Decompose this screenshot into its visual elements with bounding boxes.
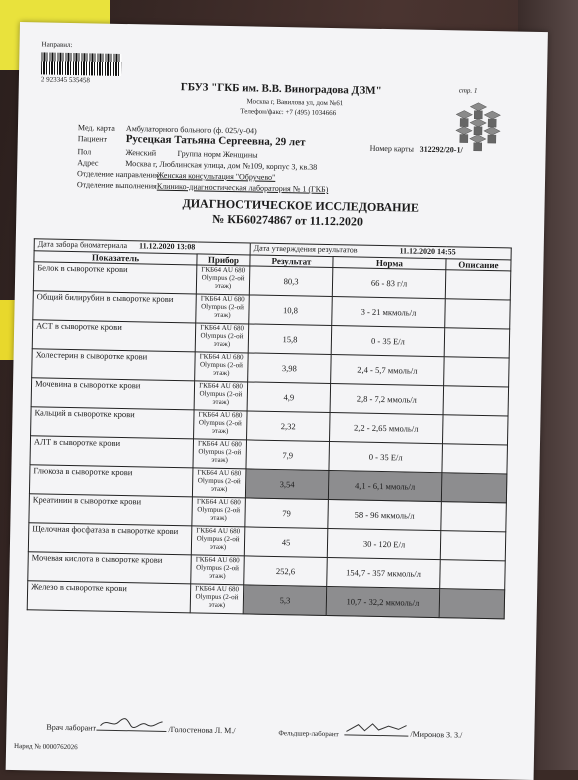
- dept-ref-label: Отделение направления: [77, 169, 159, 180]
- dept-exec-value: Клинико-диагностическая лаборатория № 1 (ГКБ): [156, 181, 329, 194]
- card-number: 312292/20-1/: [419, 144, 463, 155]
- hospital-phone: Телефон/факс: +7 (495) 1034666: [240, 107, 337, 118]
- norm-cell: 2,4 - 5,7 ммоль/л: [331, 355, 445, 386]
- result-cell: 2,32: [247, 411, 331, 442]
- norm-cell: 0 - 35 Е/л: [331, 326, 445, 357]
- norm-cell: 10,7 - 32,2 мкмоль/л: [326, 586, 440, 617]
- result-cell: 10,8: [249, 295, 333, 326]
- indicator-cell: Глюкоза в сыворотке крови: [29, 465, 193, 497]
- indicator-cell: АСТ в сыворотке крови: [32, 320, 196, 352]
- approve-date: 11.12.2020 14:55: [399, 246, 456, 257]
- result-cell: 3,54: [245, 469, 329, 500]
- result-cell: 15,8: [248, 324, 332, 355]
- barcode-number: 2 923345 535458: [40, 75, 90, 85]
- norm-cell: 4,1 - 6,1 ммоль/л: [328, 471, 442, 502]
- results-table: [27, 238, 512, 619]
- col-norm: Норма: [333, 257, 446, 270]
- indicator-cell: Общий билирубин в сыворотке крови: [33, 291, 197, 323]
- description-cell: [445, 270, 511, 300]
- norm-cell: 2,2 - 2,65 ммоль/л: [330, 413, 444, 444]
- report-subtitle: № КБ60274867 от 11.12.2020: [212, 211, 364, 229]
- device-cell: ГКБ64 AU 680 Olympus (2-ой этаж): [194, 410, 248, 440]
- sample-date-label: Дата забора биоматериала: [37, 239, 128, 251]
- indicator-cell: Мочевая кислота в сыворотке крови: [28, 552, 192, 584]
- device-cell: ГКБ64 AU 680 Olympus (2-ой этаж): [193, 439, 247, 469]
- feldsher-name: /Миронов З. З./: [410, 729, 463, 740]
- device-cell: ГКБ64 AU 680 Olympus (2-ой этаж): [191, 555, 245, 585]
- indicator-cell: Креатинин в сыворотке крови: [29, 494, 193, 526]
- indicator-cell: АЛТ в сыворотке крови: [30, 436, 194, 468]
- col-result: Результат: [250, 255, 333, 268]
- description-cell: [443, 386, 509, 416]
- description-cell: [440, 560, 506, 590]
- card-number-label: Номер карты: [369, 143, 415, 154]
- doctor-signature-icon: [96, 716, 166, 731]
- doctor-label: Врач лаборант: [46, 722, 97, 733]
- result-cell: 252,6: [244, 556, 328, 587]
- indicator-cell: Холестерин в сыворотке крови: [32, 349, 196, 381]
- result-cell: 80,3: [249, 266, 333, 297]
- result-cell: 45: [244, 527, 328, 558]
- result-cell: 3,98: [248, 353, 332, 384]
- col-description: Описание: [446, 259, 511, 271]
- result-cell: 5,3: [243, 585, 327, 616]
- indicator-cell: Щелочная фосфатаза в сыворотке крови: [28, 523, 192, 555]
- norm-cell: 58 - 96 мкмоль/л: [328, 500, 442, 531]
- sex-label: Пол: [77, 147, 92, 157]
- device-cell: ГКБ64 AU 680 Olympus (2-ой этаж): [196, 294, 250, 324]
- sample-date: 11.12.2020 13:08: [138, 241, 196, 252]
- col-indicator: Показатель: [34, 251, 197, 265]
- dept-ref-value: Женская консультация "Обручево": [156, 170, 276, 182]
- description-cell: [439, 589, 505, 619]
- card-label: Мед. карта: [77, 123, 115, 133]
- dept-exec-label: Отделение выполнения: [76, 180, 157, 191]
- lab-report-paper: [6, 22, 548, 780]
- indicator-cell: Кальций в сыворотке крови: [31, 407, 195, 439]
- description-cell: [440, 531, 506, 561]
- doctor-signature-line: [96, 716, 166, 732]
- device-cell: ГКБ64 AU 680 Olympus (2-ой этаж): [195, 352, 249, 382]
- address-value: Москва г, Люблинская улица, дом №109, корпус 3, кв.38: [125, 159, 318, 172]
- approve-date-label: Дата утверждения результатов: [253, 243, 358, 255]
- result-cell: 4,9: [247, 382, 331, 413]
- group-value: Группа норм Женщины: [177, 149, 258, 160]
- result-cell: 7,9: [246, 440, 330, 471]
- page-number: стр. 1: [458, 86, 478, 95]
- patient-name: Русецкая Татьяна Сергеевна, 29 лет: [125, 133, 306, 149]
- sex-value: Женский: [125, 148, 157, 158]
- feldsher-label: Фельдшер-лаборант: [278, 729, 339, 739]
- device-cell: ГКБ64 AU 680 Olympus (2-ой этаж): [195, 323, 249, 353]
- device-cell: ГКБ64 AU 680 Olympus (2-ой этаж): [192, 468, 246, 498]
- norm-cell: 0 - 35 Е/л: [329, 442, 443, 473]
- indicator-cell: Мочевина в сыворотке крови: [31, 378, 195, 410]
- description-cell: [444, 357, 510, 387]
- norm-cell: 154,7 - 357 мкмоль/л: [327, 557, 441, 588]
- feldsher-signature-line: [344, 720, 408, 736]
- result-cell: 79: [245, 498, 329, 529]
- indicator-cell: Белок в сыворотке крови: [33, 262, 197, 294]
- report-title: ДИАГНОСТИЧЕСКОЕ ИССЛЕДОВАНИЕ: [182, 196, 420, 215]
- norm-cell: 2,8 - 7,2 ммоль/л: [330, 384, 444, 415]
- patient-label: Пациент: [77, 134, 108, 144]
- norm-cell: 30 - 120 Е/л: [327, 529, 441, 560]
- indicator-cell: Железо в сыворотке крови: [27, 581, 191, 613]
- description-cell: [442, 444, 508, 474]
- doctor-name: /Голостенова Л. М./: [168, 724, 236, 736]
- hospital-name: ГБУЗ "ГКБ им. В.В. Виноградова ДЗМ": [180, 81, 382, 97]
- col-device: Прибор: [197, 254, 250, 266]
- referral-label: Направил:: [41, 40, 73, 50]
- norm-cell: 66 - 83 г/л: [332, 268, 446, 299]
- description-cell: [444, 328, 510, 358]
- device-cell: ГКБ64 AU 680 Olympus (2-ой этаж): [191, 526, 245, 556]
- device-cell: ГКБ64 AU 680 Olympus (2-ой этаж): [190, 584, 244, 614]
- device-cell: ГКБ64 AU 680 Olympus (2-ой этаж): [196, 265, 250, 295]
- device-cell: ГКБ64 AU 680 Olympus (2-ой этаж): [192, 497, 246, 527]
- description-cell: [442, 415, 508, 445]
- hospital-address: Москва г, Вавилова ул, дом №61: [246, 97, 344, 108]
- address-label: Адрес: [77, 158, 99, 168]
- device-cell: ГКБ64 AU 680 Olympus (2-ой этаж): [194, 381, 248, 411]
- norm-cell: 3 - 21 мкмоль/л: [332, 297, 446, 328]
- description-cell: [445, 299, 511, 329]
- description-cell: [441, 502, 507, 532]
- barcode-icon: [41, 52, 121, 76]
- order-number: Наряд № 0000762026: [14, 742, 78, 752]
- description-cell: [441, 473, 507, 503]
- feldsher-signature-icon: [344, 720, 408, 735]
- card-value: Амбулаторного больного (ф. 025/у-04): [125, 124, 257, 136]
